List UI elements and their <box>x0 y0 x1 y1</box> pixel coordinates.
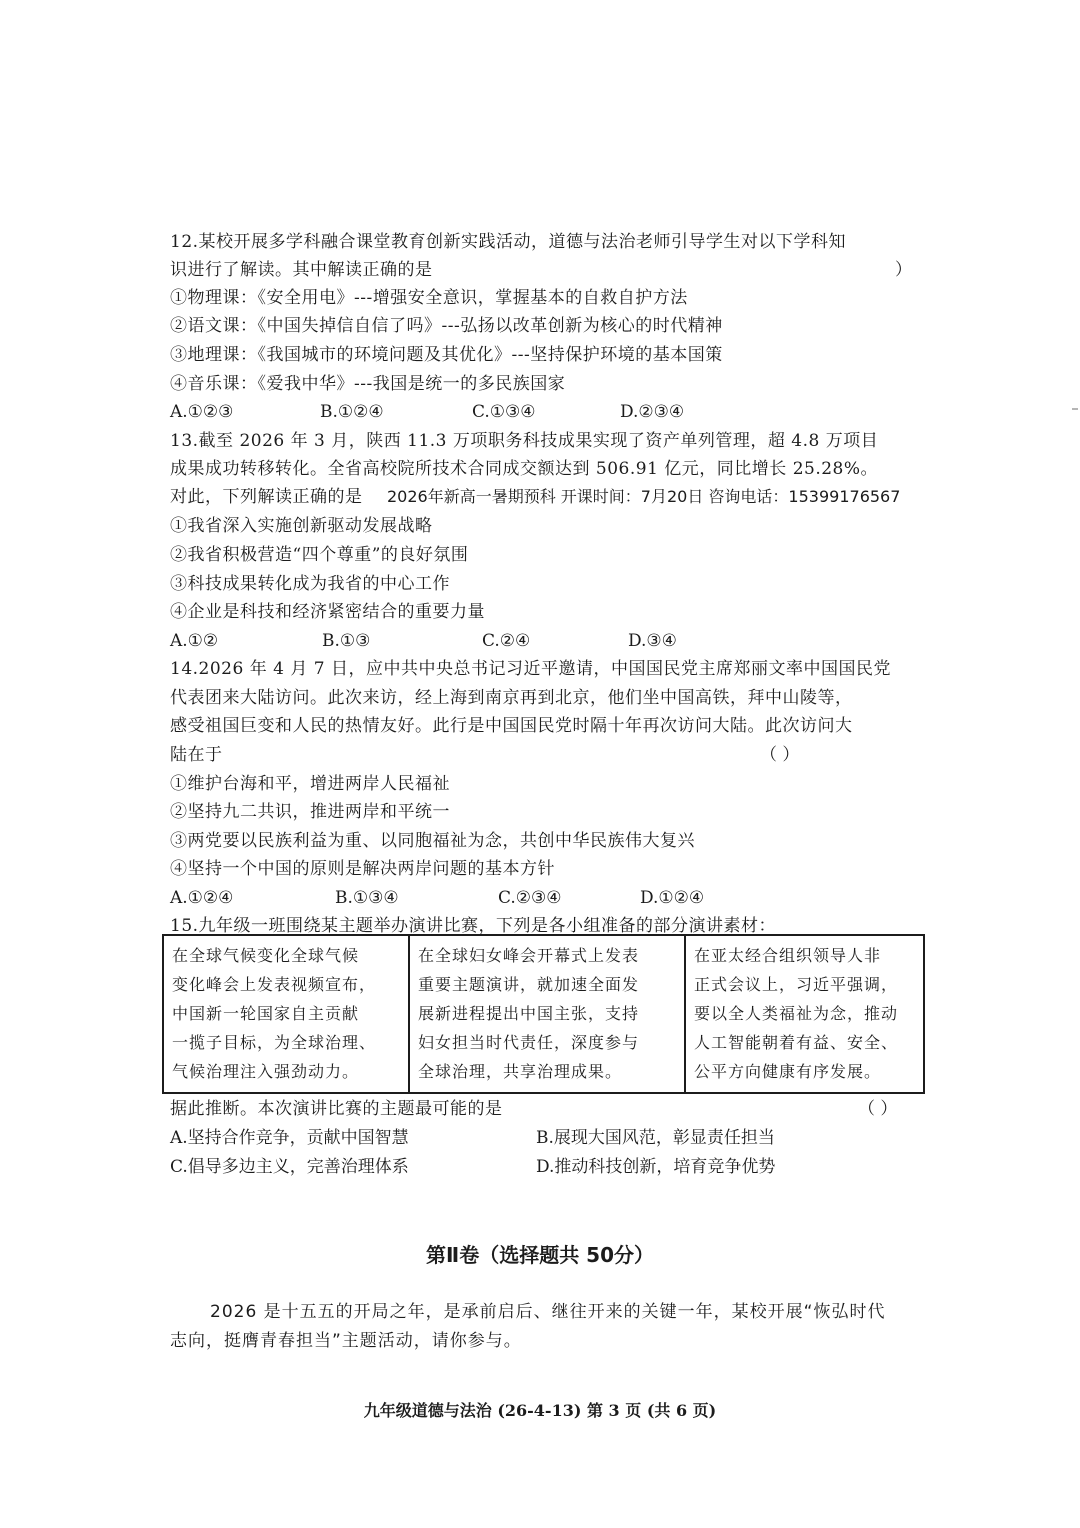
q14-item-3: ③两党要以民族利益为重、以同胞福祉为念，共创中华民族伟大复兴 <box>170 831 695 851</box>
q13-option-a: A.①② <box>170 631 219 651</box>
q12-option-b: B.①②④ <box>320 402 384 422</box>
q14-stem-line-2: 代表团来大陆访问。此次来访，经上海到南京再到北京，他们坐中国高铁，拜中山陵等， <box>170 688 853 708</box>
q12-item-3: ③地理课：《我国城市的环境问题及其优化》---坚持保护环境的基本国策 <box>170 345 723 365</box>
q15-option-c: C.倡导多边主义，完善治理体系 <box>170 1157 409 1177</box>
q13-item-1: ①我省深入实施创新驱动发展战略 <box>170 516 433 536</box>
q14-option-c: C.②③④ <box>498 888 562 908</box>
q14-item-2: ②坚持九二共识，推进两岸和平统一 <box>170 802 450 822</box>
speech-material-table <box>162 934 925 1094</box>
q13-option-c: C.②④ <box>482 631 531 651</box>
q13-stem-line-3: 对此，下列解读正确的是 <box>170 487 363 507</box>
q14-answer-bracket: （ ） <box>760 745 800 765</box>
q15-stem: 15.九年级一班围绕某主题举办演讲比赛，下列是各小组准备的部分演讲素材： <box>170 916 777 936</box>
q12-item-4: ④音乐课：《爱我中华》---我国是统一的多民族国家 <box>170 374 566 394</box>
q13-item-2: ②我省积极营造“四个尊重”的良好氛围 <box>170 545 469 565</box>
material-cell-line: 变化峰会上发表视频宣布， <box>172 975 377 994</box>
q12-stem-line-2: 识进行了解读。其中解读正确的是 <box>170 260 433 280</box>
material-cell-line: 中国新一轮国家自主贡献 <box>172 1004 360 1023</box>
section-two-title: 第Ⅱ卷（选择题共 50分） <box>426 1243 654 1267</box>
scan-speck <box>1072 408 1078 410</box>
q15-option-d: D.推动科技创新，培育竞争优势 <box>536 1157 776 1177</box>
q14-option-d: D.①②④ <box>640 888 705 908</box>
q12-option-c: C.①③④ <box>472 402 536 422</box>
material-cell-line: 一揽子目标，为全球治理、 <box>172 1033 377 1052</box>
material-cell-line: 公平方向健康有序发展。 <box>694 1062 882 1081</box>
q14-stem-line-1: 14.2026 年 4 月 7 日，应中共中央总书记习近平邀请，中国国民党主席郑丽文率中国国民党 <box>170 659 891 679</box>
material-cell-line: 全球治理，共享治理成果。 <box>418 1062 623 1081</box>
q14-stem-line-3: 感受祖国巨变和人民的热情友好。此行是中国国民党时隔十年再次访问大陆。此次访问大 <box>170 716 853 736</box>
material-cell-women-summit <box>408 936 684 1092</box>
q13-option-d: D.③④ <box>628 631 677 651</box>
material-cell-apec <box>684 936 923 1092</box>
q13-option-b: B.①③ <box>322 631 371 651</box>
q13-stem-line-2: 成果成功转移转化。全省高校院所技术合同成交额达到 506.91 亿元，同比增长 25.28%。 <box>170 459 879 479</box>
q15-option-b: B.展现大国风范，彰显责任担当 <box>536 1128 775 1148</box>
section-two-intro-line-1: 2026 是十五五的开局之年，是承前启后、继往开来的关键一年，某校开展“恢弘时代 <box>210 1302 886 1322</box>
q12-option-a: A.①②③ <box>170 402 234 422</box>
q12-option-d: D.②③④ <box>620 402 685 422</box>
q14-item-1: ①维护台海和平，增进两岸人民福祉 <box>170 774 450 794</box>
q12-answer-bracket: ） <box>895 260 912 280</box>
material-cell-line: 正式会议上，习近平强调， <box>694 975 899 994</box>
q13-stem-line-1: 13.截至 2026 年 3 月，陕西 11.3 万项职务科技成果实现了资产单列管理，超 4.8 万项目 <box>170 431 879 451</box>
q12-stem-line-1: 12.某校开展多学科融合课堂教育创新实践活动，道德与法治老师引导学生对以下学科知 <box>170 232 847 252</box>
material-cell-line: 气候治理注入强劲动力。 <box>172 1062 360 1081</box>
material-cell-line: 妇女担当时代责任，深度参与 <box>418 1033 640 1052</box>
page-footer: 九年级道德与法治 (26-4-13) 第 3 页 (共 6 页) <box>363 1401 717 1420</box>
material-cell-line: 在亚太经合组织领导人非 <box>694 946 882 965</box>
material-cell-line: 展新进程提出中国主张，支持 <box>418 1004 640 1023</box>
section-two-intro-line-2: 志向，挺膺青春担当”主题活动，请你参与。 <box>170 1331 522 1351</box>
q14-stem-line-4: 陆在于 <box>170 745 223 765</box>
material-cell-line: 重要主题演讲，就加速全面发 <box>418 975 640 994</box>
material-cell-climate <box>164 936 408 1092</box>
advertisement-text: 2026年新高一暑期预科 开课时间：7月20日 咨询电话：15399176567 <box>387 487 901 506</box>
q14-option-a: A.①②④ <box>170 888 234 908</box>
q15-option-a: A.坚持合作竞争，贡献中国智慧 <box>170 1128 409 1148</box>
material-cell-line: 在全球气候变化全球气候 <box>172 946 360 965</box>
q12-item-1: ①物理课：《安全用电》---增强安全意识，掌握基本的自救自护方法 <box>170 288 688 308</box>
q15-answer-bracket: （ ） <box>858 1099 898 1119</box>
q12-item-2: ②语文课：《中国失掉信自信了吗》---弘扬以改革创新为核心的时代精神 <box>170 316 723 336</box>
q15-conclusion: 据此推断。本次演讲比赛的主题最可能的是 <box>170 1099 503 1119</box>
q14-option-b: B.①③④ <box>335 888 399 908</box>
material-cell-line: 要以全人类福祉为念，推动 <box>694 1004 899 1023</box>
material-cell-line: 在全球妇女峰会开幕式上发表 <box>418 946 640 965</box>
q14-item-4: ④坚持一个中国的原则是解决两岸问题的基本方针 <box>170 859 555 879</box>
q13-item-4: ④企业是科技和经济紧密结合的重要力量 <box>170 602 485 622</box>
material-cell-line: 人工智能朝着有益、安全、 <box>694 1033 899 1052</box>
q13-item-3: ③科技成果转化成为我省的中心工作 <box>170 574 450 594</box>
